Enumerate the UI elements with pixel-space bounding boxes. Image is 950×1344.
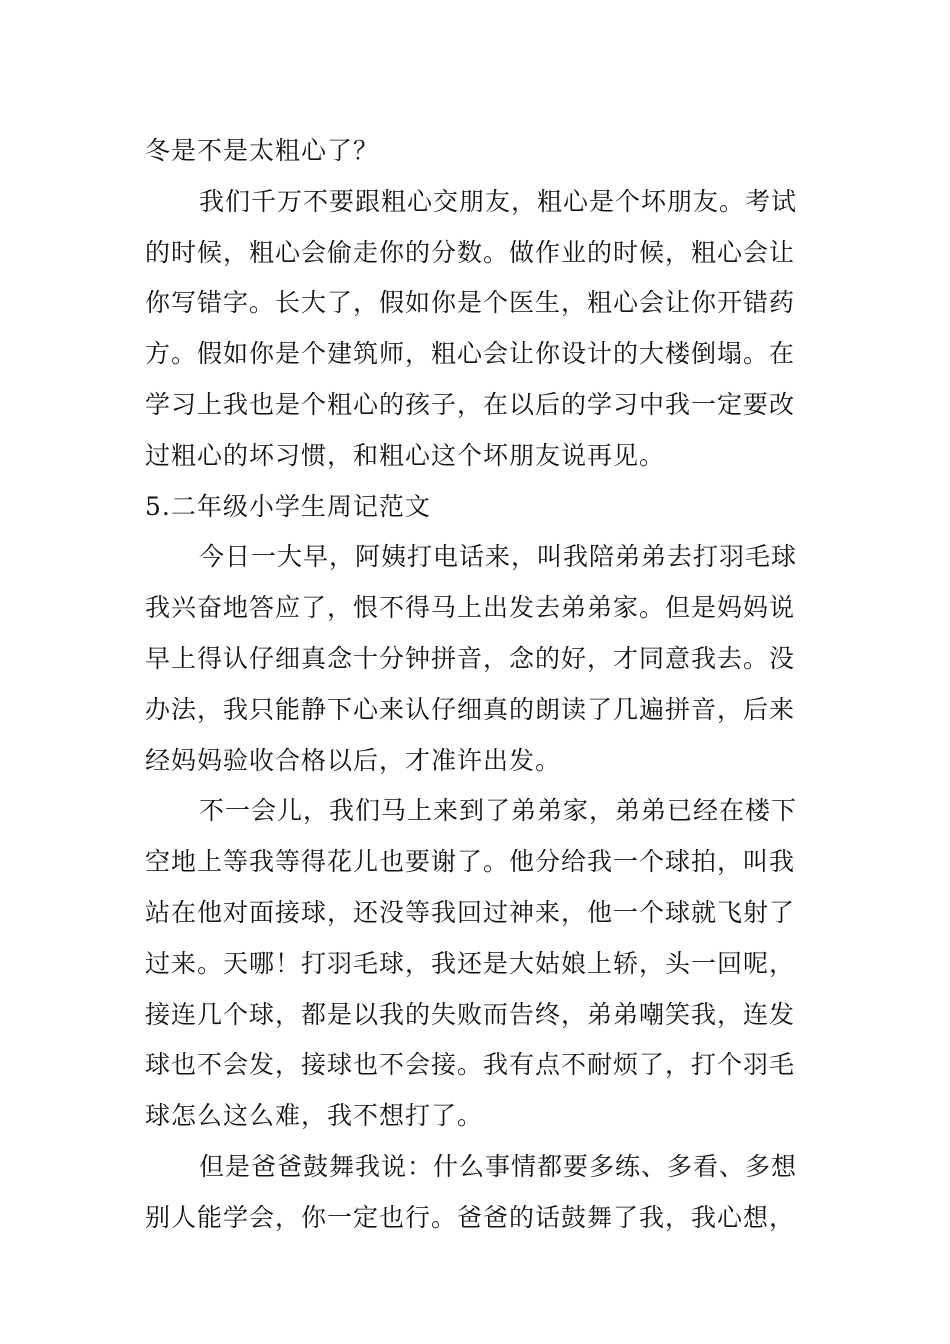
text-line: 冬是不是太粗心了？: [145, 136, 380, 165]
text-line: 5.二年级小学生周记范文: [145, 491, 431, 521]
text-line: 空地上等我等得花儿也要谢了。他分给我一个球拍，叫我: [145, 847, 796, 877]
text-line: 方。假如你是个建筑师，粗心会让你设计的大楼倒塌。在: [145, 339, 796, 369]
text-line: 我们千万不要跟粗心交朋友，粗心是个坏朋友。考试: [199, 186, 798, 216]
text-line: 站在他对面接球，还没等我回过神来，他一个球就飞射了: [145, 897, 796, 927]
text-line: 球怎么这么难，我不想打了。: [145, 1101, 484, 1131]
text-line: 接连几个球，都是以我的失败而告终，弟弟嘲笑我，连发: [145, 999, 796, 1029]
text-line: 早上得认仔细真念十分钟拼音，念的好，才同意我去。没: [145, 643, 796, 673]
text-line: 今日一大早，阿姨打电话来，叫我陪弟弟去打羽毛球: [199, 542, 798, 572]
text-line: 不一会儿，我们马上来到了弟弟家，弟弟已经在楼下: [199, 796, 798, 826]
text-line: 学习上我也是个粗心的孩子，在以后的学习中我一定要改: [145, 389, 796, 419]
text-line: 我兴奋地答应了，恨不得马上出发去弟弟家。但是妈妈说: [145, 593, 796, 623]
text-line: 别人能学会，你一定也行。爸爸的话鼓舞了我，我心想，: [145, 1202, 796, 1232]
text-line: 过粗心的坏习惯，和粗心这个坏朋友说再见。: [145, 440, 666, 470]
text-line: 球也不会发，接球也不会接。我有点不耐烦了，打个羽毛: [145, 1050, 796, 1080]
text-line: 你写错字。长大了，假如你是个医生，粗心会让你开错药: [145, 288, 796, 318]
text-line: 办法，我只能静下心来认仔细真的朗读了几遍拼音，后来: [145, 694, 796, 724]
text-line: 经妈妈验收合格以后，才准许出发。: [145, 745, 562, 775]
text-line: 的时候，粗心会偷走你的分数。做作业的时候，粗心会让: [145, 237, 796, 267]
text-line: 但是爸爸鼓舞我说：什么事情都要多练、多看、多想: [199, 1151, 798, 1181]
body-text: [145, 126, 807, 1244]
text-line: 过来。天哪！打羽毛球，我还是大姑娘上轿，头一回呢，: [145, 948, 796, 978]
